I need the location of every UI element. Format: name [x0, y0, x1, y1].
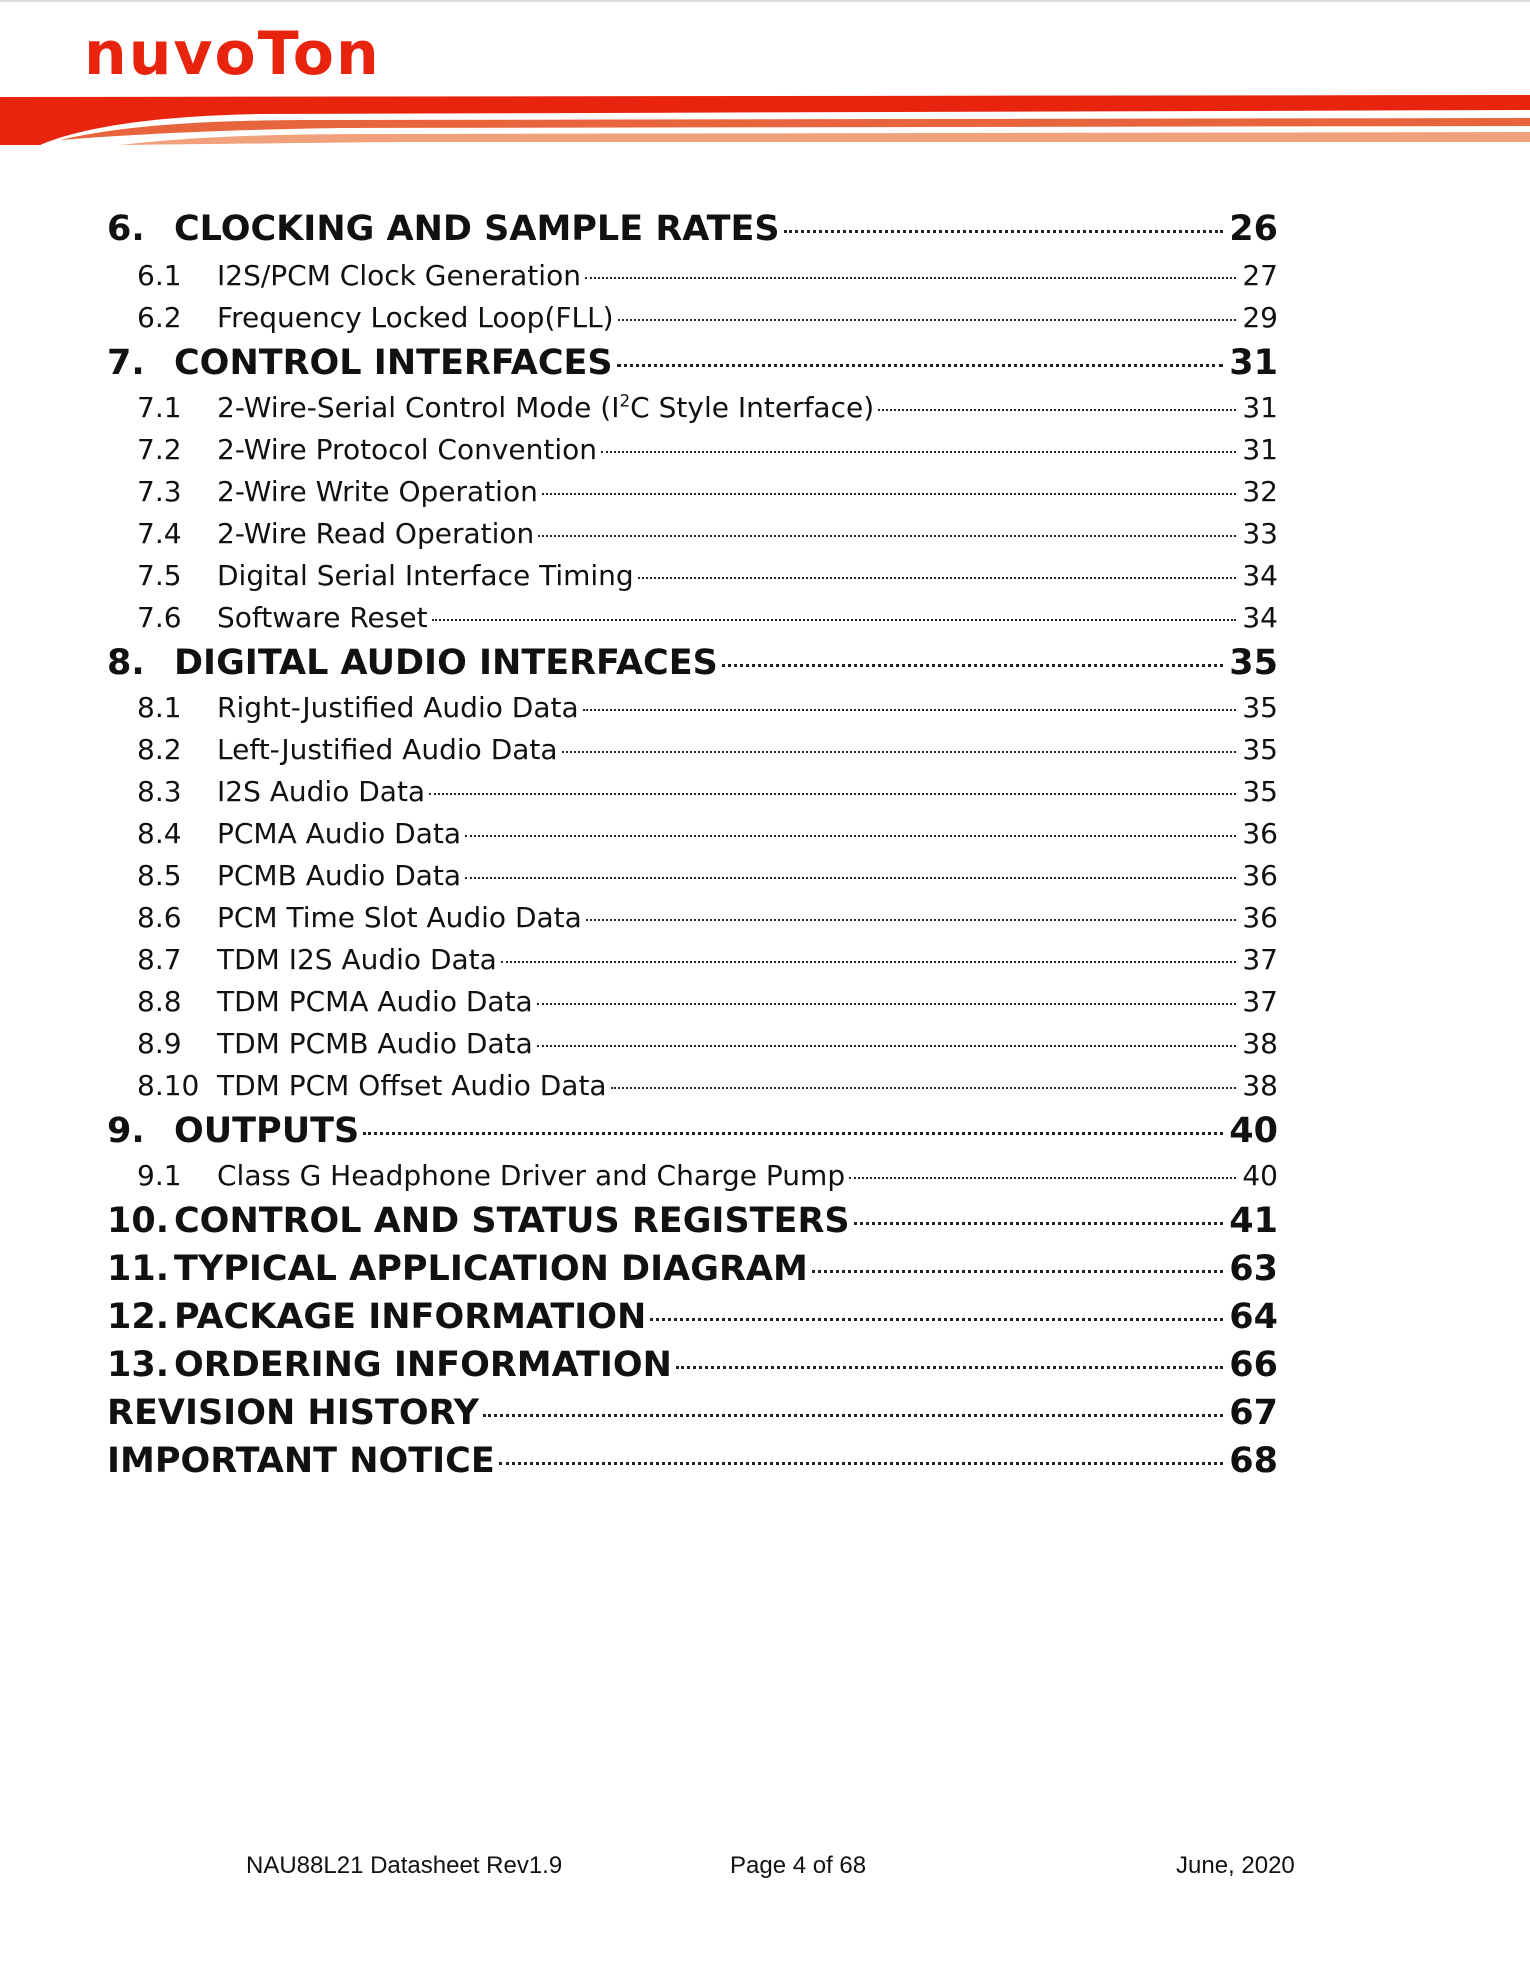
- toc-page: 35: [1229, 643, 1278, 683]
- toc-title: PCMA Audio Data: [217, 817, 461, 850]
- toc-page: 38: [1242, 1069, 1278, 1102]
- toc-page: 40: [1229, 1111, 1278, 1151]
- toc-title: Frequency Locked Loop(FLL): [217, 301, 614, 334]
- toc-page: 40: [1242, 1159, 1278, 1192]
- toc-title: REVISION HISTORY: [107, 1393, 479, 1433]
- dot-leader: [617, 364, 1224, 367]
- dot-leader: [611, 1087, 1237, 1089]
- toc-title: Right-Justified Audio Data: [217, 691, 579, 724]
- toc-entry-8-5[interactable]: [107, 855, 1278, 897]
- dot-leader: [583, 709, 1237, 711]
- toc-page: 31: [1242, 391, 1278, 424]
- toc-title: TDM PCMB Audio Data: [217, 1027, 533, 1060]
- toc-page: 41: [1229, 1201, 1278, 1241]
- dot-leader: [676, 1366, 1223, 1369]
- dot-leader: [432, 619, 1237, 621]
- toc-page: 36: [1242, 859, 1278, 892]
- toc-entry-8-3[interactable]: [107, 771, 1278, 813]
- toc-title: Digital Serial Interface Timing: [217, 559, 634, 592]
- toc-page: 36: [1242, 901, 1278, 934]
- toc-number: 7.: [107, 343, 145, 383]
- toc-page: 32: [1242, 475, 1278, 508]
- dot-leader: [542, 493, 1237, 495]
- toc-number: 8.6: [137, 901, 182, 934]
- toc-title: TDM PCM Offset Audio Data: [217, 1069, 607, 1102]
- toc-number: 8.10: [137, 1069, 200, 1102]
- footer-page-number: Page 4 of 68: [730, 1852, 867, 1879]
- toc-entry-8[interactable]: [107, 639, 1278, 687]
- toc-title: Software Reset: [217, 601, 428, 634]
- toc-entry-13[interactable]: [107, 1341, 1278, 1389]
- toc-entry-8-4[interactable]: [107, 813, 1278, 855]
- toc-number: 8.4: [137, 817, 182, 850]
- toc-page: 27: [1242, 259, 1278, 292]
- toc-number: 6.1: [137, 259, 182, 292]
- dot-leader: [878, 409, 1236, 411]
- toc-page: 37: [1242, 943, 1278, 976]
- toc-number: 13.: [107, 1345, 170, 1385]
- toc-title-part: 2-Wire-Serial Control Mode (I: [217, 391, 620, 424]
- dot-leader: [537, 1045, 1237, 1047]
- toc-page: 29: [1242, 301, 1278, 334]
- toc-number: 6.: [107, 209, 145, 249]
- toc-number: 7.3: [137, 475, 182, 508]
- toc-entry-7-4[interactable]: [107, 513, 1278, 555]
- toc-number: 7.5: [137, 559, 182, 592]
- dot-leader: [483, 1414, 1223, 1417]
- toc-entry-8-9[interactable]: [107, 1023, 1278, 1065]
- toc-number: 8.8: [137, 985, 182, 1018]
- toc-title: I2S Audio Data: [217, 775, 426, 808]
- dot-leader: [537, 1003, 1237, 1005]
- dot-leader: [538, 535, 1236, 537]
- toc-entry-7-1[interactable]: [107, 387, 1278, 429]
- toc-number: 8.1: [137, 691, 182, 724]
- toc-page: 31: [1242, 433, 1278, 466]
- toc-page: 35: [1242, 691, 1278, 724]
- dot-leader: [812, 1270, 1223, 1273]
- toc-entry-8-10[interactable]: [107, 1065, 1278, 1107]
- toc-title: 2-Wire Protocol Convention: [217, 433, 597, 466]
- dot-leader: [638, 577, 1237, 579]
- toc-title: 2-Wire Read Operation: [217, 517, 535, 550]
- dot-leader: [465, 835, 1236, 837]
- toc-entry-7-2[interactable]: [107, 429, 1278, 471]
- toc-title-part: C Style Interface): [630, 391, 875, 424]
- header-swoosh: [0, 90, 1530, 145]
- toc-number: 9.: [107, 1111, 145, 1151]
- toc-page: 37: [1242, 985, 1278, 1018]
- dot-leader: [784, 230, 1224, 233]
- toc-page: 34: [1242, 559, 1278, 592]
- toc-number: 8.9: [137, 1027, 182, 1060]
- toc-entry-6[interactable]: [107, 205, 1278, 255]
- toc-entry-8-7[interactable]: [107, 939, 1278, 981]
- company-logo: nuvoTon: [84, 19, 381, 89]
- toc-number: 7.2: [137, 433, 182, 466]
- toc-number: 6.2: [137, 301, 182, 334]
- footer-date: June, 2020: [1176, 1852, 1295, 1879]
- toc-title: Class G Headphone Driver and Charge Pump: [217, 1159, 846, 1192]
- dot-leader: [465, 877, 1236, 879]
- toc-title: DIGITAL AUDIO INTERFACES: [174, 643, 718, 683]
- toc-title: 2-Wire Write Operation: [217, 475, 538, 508]
- toc-entry-8-8[interactable]: [107, 981, 1278, 1023]
- toc-page: 31: [1229, 343, 1278, 383]
- dot-leader: [586, 919, 1237, 921]
- toc-number: 8.7: [137, 943, 182, 976]
- toc-page: 34: [1242, 601, 1278, 634]
- toc-title: Left-Justified Audio Data: [217, 733, 558, 766]
- toc-entry-7-3[interactable]: [107, 471, 1278, 513]
- toc-number: 8.3: [137, 775, 182, 808]
- dot-leader: [650, 1318, 1223, 1321]
- toc-page: 64: [1229, 1297, 1278, 1337]
- toc-page: 66: [1229, 1345, 1278, 1385]
- toc-entry-8-1[interactable]: [107, 687, 1278, 729]
- toc-title: PCMB Audio Data: [217, 859, 462, 892]
- toc-page: 38: [1242, 1027, 1278, 1060]
- toc-page: 33: [1242, 517, 1278, 550]
- dot-leader: [499, 1462, 1224, 1465]
- dot-leader: [585, 277, 1236, 279]
- toc-title: PCM Time Slot Audio Data: [217, 901, 582, 934]
- toc-page: 67: [1229, 1393, 1278, 1433]
- toc-title: I2S/PCM Clock Generation: [217, 259, 581, 292]
- toc-page: 26: [1229, 209, 1278, 249]
- toc-number: 10.: [107, 1201, 170, 1241]
- toc-title: CONTROL AND STATUS REGISTERS: [174, 1201, 850, 1241]
- toc-title: IMPORTANT NOTICE: [107, 1441, 495, 1481]
- dot-leader: [854, 1222, 1224, 1225]
- page-footer: [0, 1852, 1530, 1888]
- toc-number: 7.6: [137, 601, 182, 634]
- dot-leader: [501, 961, 1237, 963]
- toc-page: 35: [1242, 775, 1278, 808]
- toc-number: 8.: [107, 643, 145, 683]
- toc-entry-7[interactable]: [107, 339, 1278, 387]
- toc-entry-important-notice[interactable]: [107, 1437, 1278, 1485]
- toc-entry-9[interactable]: [107, 1107, 1278, 1155]
- toc-number: 11.: [107, 1249, 170, 1289]
- toc-number: 12.: [107, 1297, 170, 1337]
- toc-title: OUTPUTS: [174, 1111, 360, 1151]
- dot-leader: [601, 451, 1236, 453]
- footer-document-name: NAU88L21 Datasheet Rev1.9: [246, 1852, 563, 1879]
- toc-title: TYPICAL APPLICATION DIAGRAM: [174, 1249, 808, 1289]
- toc-page: 63: [1229, 1249, 1278, 1289]
- superscript: 2: [619, 390, 631, 411]
- toc-entry-8-6[interactable]: [107, 897, 1278, 939]
- toc-entry-6-1[interactable]: [107, 255, 1278, 297]
- toc-number: 8.5: [137, 859, 182, 892]
- dot-leader: [429, 793, 1236, 795]
- toc-title: TDM I2S Audio Data: [217, 943, 497, 976]
- toc-number: 7.4: [137, 517, 182, 550]
- toc-page: 36: [1242, 817, 1278, 850]
- toc-entry-7-5[interactable]: [107, 555, 1278, 597]
- toc-entry-9-1[interactable]: [107, 1155, 1278, 1197]
- dot-leader: [363, 1132, 1223, 1135]
- toc-title: CLOCKING AND SAMPLE RATES: [174, 209, 780, 249]
- toc-entry-10[interactable]: [107, 1197, 1278, 1245]
- toc-number: 7.1: [137, 391, 182, 424]
- toc-entry-7-6[interactable]: [107, 597, 1278, 639]
- dot-leader: [618, 319, 1237, 321]
- toc-title: ORDERING INFORMATION: [174, 1345, 672, 1385]
- toc-page: 68: [1229, 1441, 1278, 1481]
- toc-title: [217, 387, 874, 429]
- toc-entry-12[interactable]: [107, 1293, 1278, 1341]
- toc-title: CONTROL INTERFACES: [174, 343, 613, 383]
- toc-entry-revision-history[interactable]: [107, 1389, 1278, 1437]
- toc-title: TDM PCMA Audio Data: [217, 985, 533, 1018]
- page-header: [0, 0, 1530, 150]
- dot-leader: [562, 751, 1237, 753]
- dot-leader: [849, 1177, 1236, 1179]
- toc-entry-6-2[interactable]: [107, 297, 1278, 339]
- toc-number: 9.1: [137, 1159, 182, 1192]
- toc-title: PACKAGE INFORMATION: [174, 1297, 647, 1337]
- toc-number: 8.2: [137, 733, 182, 766]
- toc-entry-11[interactable]: [107, 1245, 1278, 1293]
- toc-entry-8-2[interactable]: [107, 729, 1278, 771]
- toc-page: 35: [1242, 733, 1278, 766]
- dot-leader: [722, 664, 1223, 667]
- table-of-contents: [107, 205, 1278, 1485]
